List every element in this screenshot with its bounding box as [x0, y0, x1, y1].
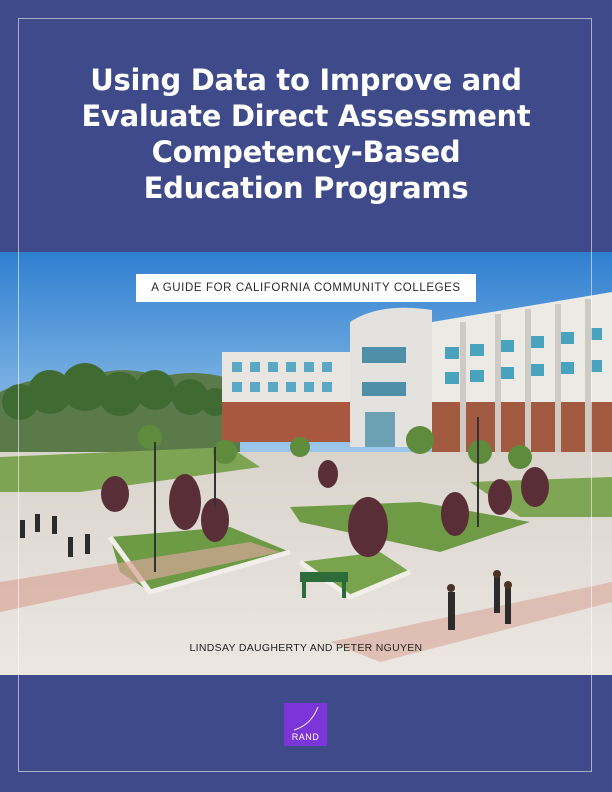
rand-logo — [284, 703, 327, 746]
author-names: LINDSAY DAUGHERTY AND PETER NGUYEN — [189, 642, 423, 654]
title-line: Evaluate Direct Assessment — [81, 99, 531, 133]
title-line: Using Data to Improve and — [90, 63, 522, 97]
title-line: Education Programs — [143, 171, 469, 205]
rand-logo-text: RAND — [291, 732, 320, 742]
campus-courtyard-photo — [0, 252, 612, 675]
subtitle-banner — [136, 274, 476, 302]
report-title — [30, 62, 582, 206]
title-line: Competency-Based — [151, 135, 461, 169]
report-subtitle: A GUIDE FOR CALIFORNIA COMMUNITY COLLEGES — [151, 282, 461, 294]
